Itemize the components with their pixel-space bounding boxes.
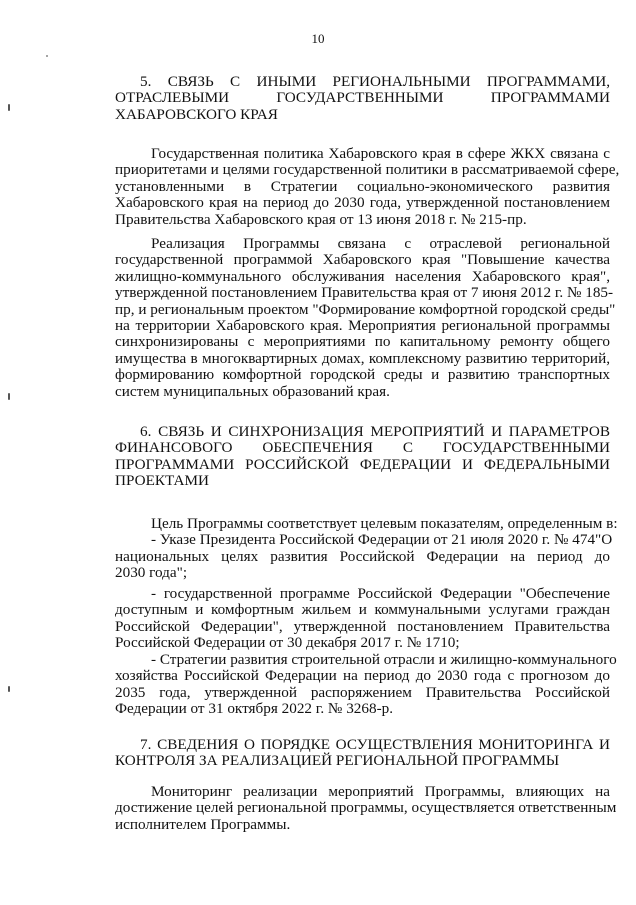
text-line: Мониторинг реализации мероприятий Программы, влияющих на [151, 783, 610, 800]
text-line: - Указе Президента Российской Федерации от 21 июля 2020 г. № 474"О [151, 531, 613, 549]
text-line: установленными в Стратегии социально-экономического развития [115, 177, 610, 195]
text-line: на территории Хабаровского края. Мероприятия региональной программы [115, 316, 610, 334]
text-line: утвержденной постановлением Правительства края от 7 июня 2012 г. № 185- [115, 284, 614, 302]
text-line: синхронизированы с мероприятиями по капитальному ремонту общего [115, 333, 610, 351]
page-number: 10 [311, 31, 325, 46]
heading-line: ПРОГРАММАМИ РОССИЙСКОЙ ФЕДЕРАЦИИ И ФЕДЕРАЛЬНЫМИ [115, 455, 610, 473]
text-line: исполнителем Программы. [115, 815, 291, 833]
text-line: Правительства Хабаровского края от 13 июня 2018 г. № 215-пр. [115, 210, 527, 228]
heading-line: ФИНАНСОВОГО ОБЕСПЕЧЕНИЯ С ГОСУДАРСТВЕННЫМИ [115, 439, 610, 457]
text-line: доступным и комфортным жильем и коммунальными услугами граждан [115, 601, 610, 619]
text-line: - Стратегии развития строительной отрасли и жилищно-коммунального [151, 651, 617, 668]
heading-line: 6. СВЯЗЬ И СИНХРОНИЗАЦИЯ МЕРОПРИЯТИЙ И ПАРАМЕТРОВ [140, 423, 610, 440]
text-line: государственной программой Хабаровского края "Повышение качества [115, 251, 610, 269]
text-line: Цель Программы соответствует целевым показателям, определенным в: [151, 515, 618, 532]
text-line: Федерации от 31 октября 2022 г. № 3268-р. [115, 700, 394, 718]
text-line: имущества в многоквартирных домах, комплексному развитию территорий, [115, 349, 610, 367]
section-7-paragraph-1 [115, 783, 617, 833]
text-line: Российской Федерации", утвержденной постановлением Правительства [115, 617, 610, 635]
text-line: Российской Федерации от 30 декабря 2017 г. № 1710; [115, 634, 460, 652]
scan-mark [8, 104, 10, 111]
text-line: национальных целях развития Российской Федерации на период до [115, 547, 610, 565]
heading-line: ОТРАСЛЕВЫМИ ГОСУДАРСТВЕННЫМИ ПРОГРАММАМИ [115, 89, 610, 107]
section-5-heading [115, 74, 610, 123]
text-line: Хабаровского края на период до 2030 года, утвержденной постановлением [115, 194, 610, 212]
heading-line: ХАБАРОВСКОГО КРАЯ [115, 105, 278, 123]
text-line: приоритетами и целями государственной политики в рассматриваемой сфере, [115, 161, 620, 179]
heading-line: ПРОЕКТАМИ [115, 472, 209, 490]
heading-line: КОНТРОЛЯ ЗА РЕАЛИЗАЦИЕЙ РЕГИОНАЛЬНОЙ ПРОГРАММЫ [115, 752, 560, 770]
text-line: хозяйства Российской Федерации на период до 2030 года с прогнозом до [115, 667, 610, 685]
section-6-heading [115, 424, 610, 490]
scan-mark [8, 393, 10, 400]
text-line: жилищно-коммунального обслуживания населения Хабаровского края", [115, 267, 610, 285]
text-line: Государственная политика Хабаровского края в сфере ЖКХ связана с [151, 145, 610, 162]
section-7-heading [115, 737, 610, 770]
section-6-paragraph-1 [115, 515, 618, 582]
text-line: 2035 года, утвержденной распоряжением Правительства Российской [115, 683, 610, 701]
section-6-paragraph-3 [115, 651, 617, 718]
text-line: Реализация Программы связана с отраслевой региональной [151, 235, 610, 252]
scan-mark [8, 686, 10, 692]
heading-line: 7. СВЕДЕНИЯ О ПОРЯДКЕ ОСУЩЕСТВЛЕНИЯ МОНИТОРИНГА И [140, 736, 610, 753]
text-line: достижение целей региональной программы, осуществляется ответственным [115, 799, 617, 817]
heading-line: 5. СВЯЗЬ С ИНЫМИ РЕГИОНАЛЬНЫМИ ПРОГРАММАМИ, [140, 73, 610, 90]
text-line: систем муниципальных образований края. [115, 382, 390, 400]
text-line: пр, и региональным проектом "Формирование комфортной городской среды" [115, 300, 616, 318]
section-5-paragraph-2 [115, 235, 616, 400]
text-line: 2030 года"; [115, 564, 188, 582]
section-6-paragraph-2 [115, 586, 610, 652]
text-line: формированию комфортной городской среды и развитию транспортных [115, 366, 610, 384]
scan-mark [46, 55, 48, 57]
text-line: - государственной программе Российской Федерации "Обеспечение [151, 585, 610, 602]
section-5-paragraph-1 [115, 145, 620, 228]
